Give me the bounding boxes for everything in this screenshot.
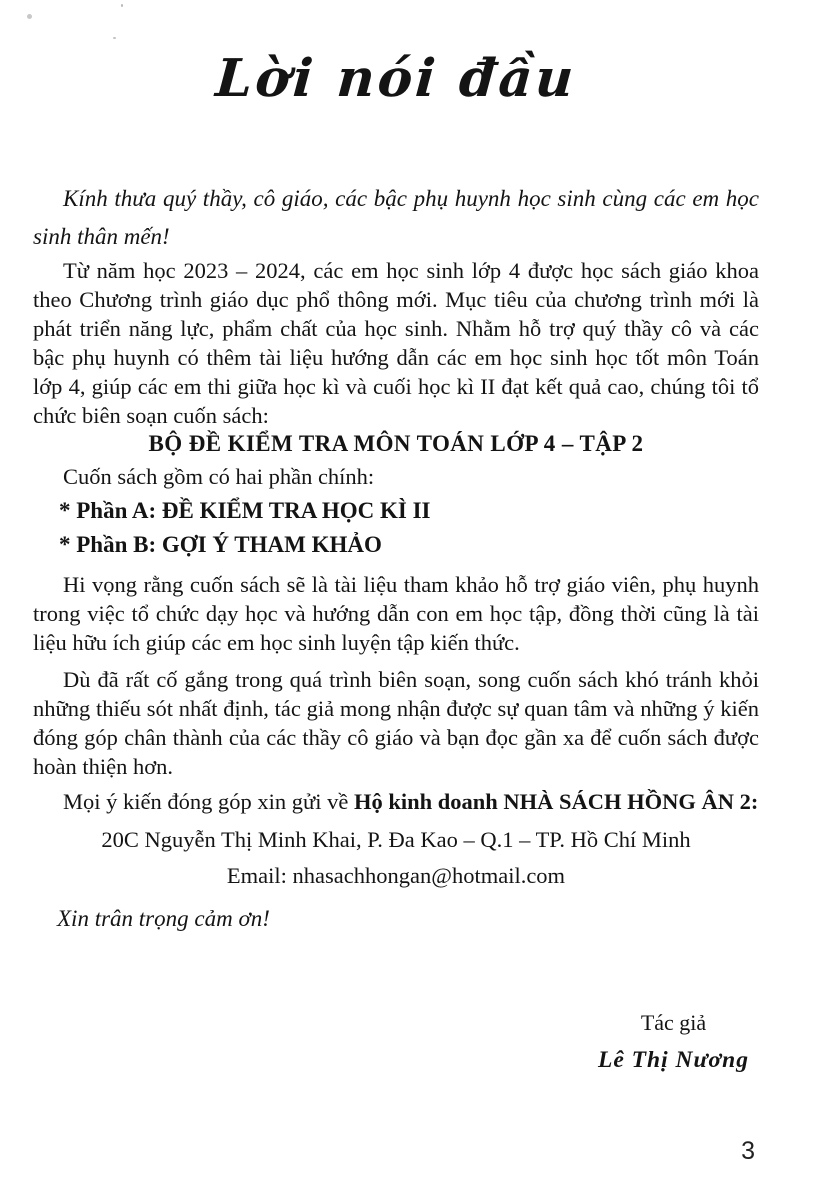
author-role-label: Tác giả xyxy=(640,1010,707,1035)
paragraph-intro: Từ năm học 2023 – 2024, các em học sinh lớp 4 được học sách giáo khoa theo Chương trình giáo dục phổ thông mới. Mục tiêu của chương trình mới là phát triển năng lực, phẩm chất của học sinh. Nhằm hỗ trợ quý thầy cô và các bậc phụ huynh có thêm tài liệu hướng dẫn các em học sinh học tốt môn Toán lớp 4, giúp các em thi giữa học kì và cuối học kì II đạt kết quả cao, chúng tôi tổ chức biên soạn cuốn sách: xyxy=(33,258,759,428)
paragraph-apology: Dù đã rất cố gắng trong quá trình biên soạn, song cuốn sách khó tránh khỏi những thiếu sót nhất định, tác giả mong nhận được sự quan tâm và những ý kiến đóng góp chân thành của các thầy cô giáo và bạn đọc gần xa để cuốn sách được hoàn thiện hơn. xyxy=(33,667,759,779)
paragraph-feedback xyxy=(33,787,759,817)
store-name-text: Hộ kinh doanh NHÀ SÁCH HỒNG ÂN 2: xyxy=(353,789,759,814)
scan-speck xyxy=(113,37,116,39)
feedback-prefix-text: Mọi ý kiến đóng góp xin gửi về xyxy=(63,789,354,814)
list-item-part-b: * Phần B: GỢI Ý THAM KHẢO xyxy=(59,532,382,557)
author-name: Lê Thị Nương xyxy=(598,1047,749,1073)
store-email: Email: nhasachhongan@hotmail.com xyxy=(226,863,566,888)
page-content xyxy=(0,46,817,1075)
author-signature-block xyxy=(598,1007,749,1075)
paragraph-thanks: Xin trân trọng cảm ơn! xyxy=(57,906,270,931)
scan-speck xyxy=(27,14,32,19)
paragraph-contents-intro: Cuốn sách gồm có hai phần chính: xyxy=(63,464,375,489)
list-item-part-a: * Phần A: ĐỀ KIỂM TRA HỌC KÌ II xyxy=(59,498,431,523)
scan-speck xyxy=(121,4,123,7)
store-address: 20C Nguyễn Thị Minh Khai, P. Đa Kao – Q.1 – TP. Hồ Chí Minh xyxy=(101,827,691,852)
page-number: 3 xyxy=(741,1137,755,1165)
book-title-heading: BỘ ĐỀ KIỂM TRA MÔN TOÁN LỚP 4 – TẬP 2 xyxy=(148,431,644,456)
page-title: Lời nói đầu xyxy=(213,48,579,109)
paragraph-greeting: Kính thưa quý thầy, cô giáo, các bậc phụ huynh học sinh cùng các em học sinh thân mến! xyxy=(33,186,759,249)
paragraph-hope: Hi vọng rằng cuốn sách sẽ là tài liệu tham khảo hỗ trợ giáo viên, phụ huynh trong việc tổ chức dạy học và hướng dẫn con em học tập, đồng thời cũng là tài liệu hữu ích giúp các em học sinh luyện tập kiến thức. xyxy=(33,572,759,655)
